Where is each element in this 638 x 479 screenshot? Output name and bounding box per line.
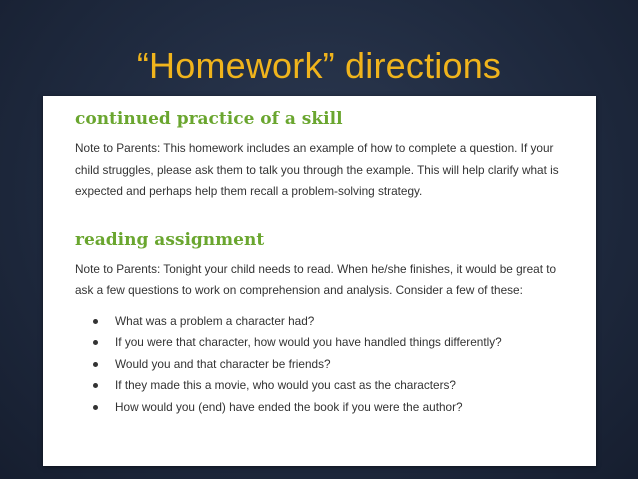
list-item xyxy=(93,375,576,397)
question-list xyxy=(75,311,576,419)
slide-title: “Homework” directions xyxy=(136,45,502,86)
list-item xyxy=(93,332,576,354)
bullet-icon xyxy=(93,405,98,410)
section-spacer xyxy=(75,203,576,229)
list-item-text: How would you (end) have ended the book if you were the author? xyxy=(115,399,463,414)
document-panel xyxy=(43,96,596,466)
list-item xyxy=(93,354,576,376)
list-item-text: If they made this a movie, who would you cast as the characters? xyxy=(115,378,456,392)
bullet-icon xyxy=(93,319,98,324)
section-body-practice: Note to Parents: This homework includes an example of how to complete a question. If your child struggles, please ask them to talk you through the example. This will help clarify what is expected and perhaps help them recall a problem-solving strategy. xyxy=(75,141,559,198)
section-heading-reading: reading assignment xyxy=(75,229,265,250)
list-item-text: What was a problem a character had? xyxy=(115,313,315,328)
section-body-reading: Note to Parents: Tonight your child needs to read. When he/she finishes, it would be great to ask a few questions to work on comprehension and analysis. Consider a few of these: xyxy=(75,261,557,297)
list-item xyxy=(93,311,576,333)
bullet-icon xyxy=(93,383,98,388)
bullet-icon xyxy=(93,340,98,345)
list-item-text: If you were that character, how would you have handled things differently? xyxy=(115,335,502,349)
list-item-text: Would you and that character be friends? xyxy=(115,356,331,371)
list-item xyxy=(93,397,576,419)
section-heading-practice: continued practice of a skill xyxy=(75,109,343,129)
bullet-icon xyxy=(93,362,98,367)
